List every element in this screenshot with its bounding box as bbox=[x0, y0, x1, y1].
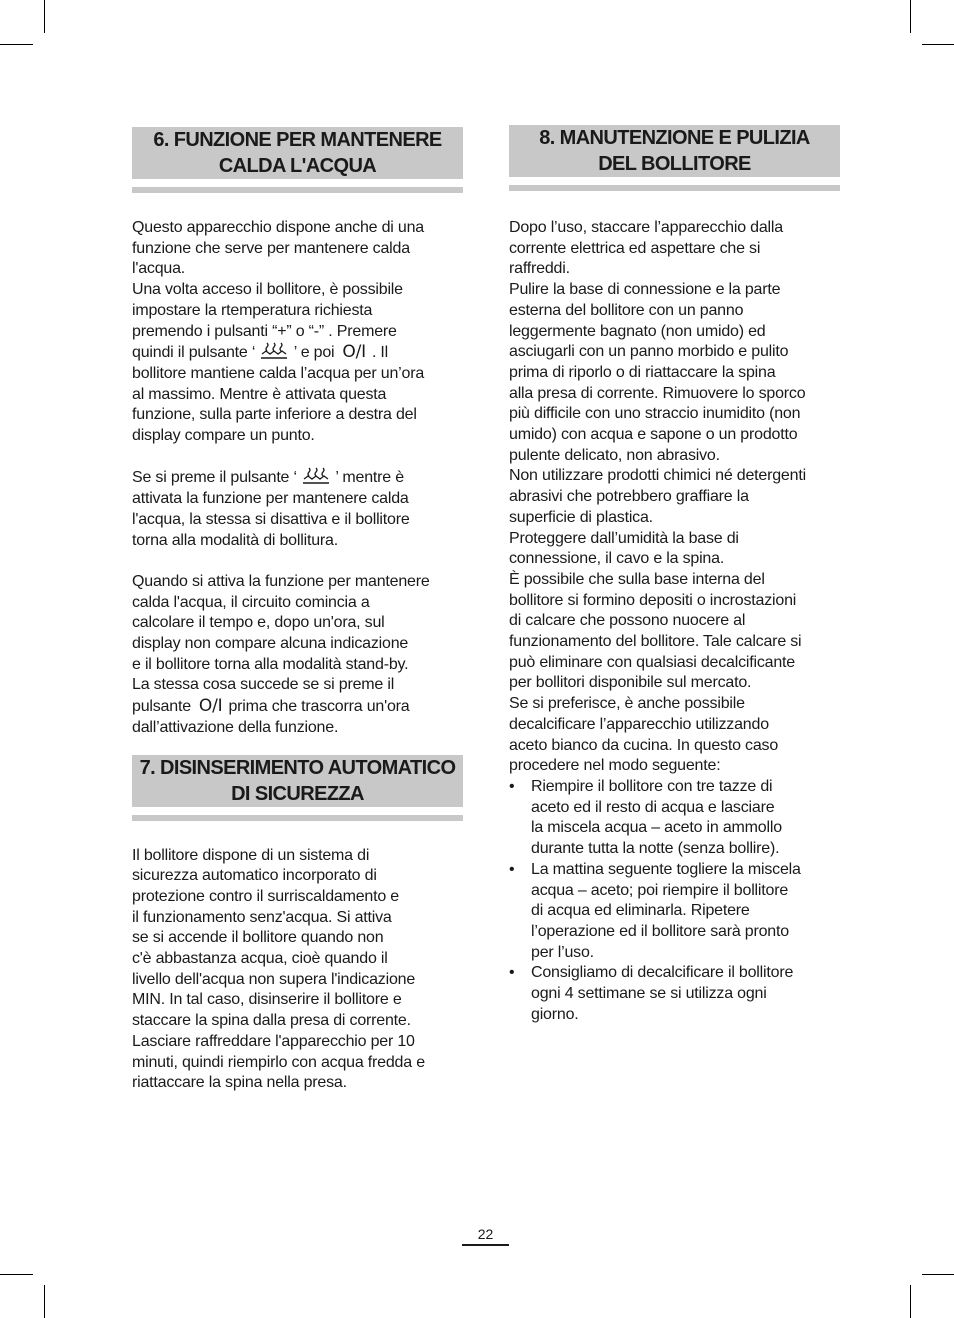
text-fragment: pulsante bbox=[132, 698, 191, 716]
keep-warm-icon bbox=[259, 342, 289, 360]
text-fragment: . Il bbox=[371, 344, 389, 362]
list-item bbox=[509, 963, 840, 1025]
text-line: umido) con acqua e sapone o un prodotto bbox=[509, 426, 798, 444]
section-8-heading bbox=[509, 125, 840, 177]
crop-mark bbox=[44, 0, 45, 33]
heading-rule bbox=[132, 187, 463, 193]
crop-mark bbox=[0, 1274, 33, 1275]
text-line: Dopo l’uso, staccare l’apparecchio dalla bbox=[509, 219, 783, 236]
page-number: 22 bbox=[462, 1226, 509, 1246]
text-line: È possibile che sulla base interna del bbox=[509, 570, 765, 588]
bullet-list bbox=[509, 777, 840, 1025]
text-line: al massimo. Mentre è attivata questa bbox=[132, 385, 387, 403]
text-line: calcolare il tempo e, dopo un'ora, sul bbox=[132, 614, 385, 632]
section-8-body bbox=[509, 218, 840, 1025]
crop-mark bbox=[922, 1274, 954, 1275]
crop-mark bbox=[0, 44, 33, 45]
heading-line: 6. FUNZIONE PER MANTENERE bbox=[153, 129, 442, 151]
heading-rule bbox=[132, 815, 463, 821]
text-line: Il bollitore dispone di un sistema di bbox=[132, 846, 370, 864]
text-line: raffreddi. bbox=[509, 260, 570, 278]
text-line: l’operazione ed il bollitore sarà pronto bbox=[531, 922, 789, 940]
text-line: per bollitori disponibile sul mercato. bbox=[509, 674, 752, 692]
text-line: premendo i pulsanti “+” o “-” . Premere bbox=[132, 322, 397, 340]
crop-mark bbox=[910, 1285, 911, 1318]
heading-line: CALDA L'ACQUA bbox=[218, 155, 377, 177]
crop-mark bbox=[910, 0, 911, 33]
paragraph bbox=[132, 572, 463, 739]
text-line: c'è abbastanza acqua, cioè quando il bbox=[132, 950, 388, 968]
text-line: se si accende il bollitore quando non bbox=[132, 929, 384, 947]
paragraph bbox=[132, 846, 463, 1094]
section-7-body bbox=[132, 846, 463, 1094]
text-line: per l’uso. bbox=[531, 943, 594, 961]
heading-line: DEL BOLLITORE bbox=[598, 153, 751, 175]
text-fragment: ’ mentre è bbox=[335, 469, 404, 487]
heading-line: 8. MANUTENZIONE E PULIZIA bbox=[539, 127, 810, 149]
keep-warm-icon bbox=[301, 467, 331, 485]
bullet-icon: • bbox=[509, 964, 515, 982]
text-line: Riempire il bollitore con tre tazze di bbox=[531, 777, 773, 795]
text-line: Consigliamo di decalcificare il bollitore bbox=[531, 964, 794, 982]
text-line: sicurezza automatico incorporato di bbox=[132, 867, 377, 885]
right-column bbox=[509, 125, 840, 1025]
text-line: durante tutta la notte (senza bollire). bbox=[531, 840, 780, 858]
text-fragment: ’ e poi bbox=[293, 344, 335, 362]
text-line: calda l'acqua, il circuito comincia a bbox=[132, 593, 370, 611]
left-column bbox=[132, 127, 463, 1094]
text-line: torna alla modalità di bollitura. bbox=[132, 531, 338, 549]
paragraph bbox=[132, 218, 463, 447]
bullet-icon: • bbox=[509, 777, 515, 795]
section-6-heading bbox=[132, 127, 463, 179]
text-line: staccare la spina dalla presa di corrente. bbox=[132, 1012, 411, 1030]
text-line: procedere nel modo seguente: bbox=[509, 757, 721, 775]
text-line: aceto ed il resto di acqua e lasciare bbox=[531, 798, 775, 816]
bullet-icon: • bbox=[509, 860, 515, 878]
list-item bbox=[509, 860, 840, 964]
text-line: giorno. bbox=[531, 1005, 579, 1023]
text-line: Pulire la base di connessione e la parte bbox=[509, 281, 781, 299]
text-line: acqua – aceto; poi riempire il bollitore bbox=[531, 881, 789, 899]
text-line: superficie di plastica. bbox=[509, 508, 653, 526]
crop-mark bbox=[922, 44, 954, 45]
text-fragment: Se si preme il pulsante ‘ bbox=[132, 469, 297, 487]
section-6-body bbox=[132, 218, 463, 739]
text-line: di calcare che possono nuocere al bbox=[509, 612, 746, 630]
paragraph bbox=[509, 218, 840, 777]
text-line: l'acqua. bbox=[132, 260, 186, 278]
text-line: connessione, il cavo e la spina. bbox=[509, 550, 725, 568]
text-line: decalcificare l’apparecchio utilizzando bbox=[509, 715, 769, 733]
power-icon: O/I bbox=[198, 696, 223, 717]
text-line: bollitore mantiene calda l’acqua per un’ora bbox=[132, 364, 425, 382]
text-line: MIN. In tal caso, disinserire il bollitore e bbox=[132, 991, 402, 1009]
list-item bbox=[509, 777, 840, 860]
text-line: ogni 4 settimane se si utilizza ogni bbox=[531, 985, 767, 1003]
text-line: protezione contro il surriscaldamento e bbox=[132, 887, 400, 905]
text-line: l'acqua, la stessa si disattiva e il bollitore bbox=[132, 510, 410, 528]
text-line: Lasciare raffreddare l'apparecchio per 10 bbox=[132, 1032, 415, 1050]
text-line: funzione, sulla parte inferiore a destra del bbox=[132, 406, 417, 424]
text-line: aceto bianco da cucina. In questo caso bbox=[509, 736, 779, 754]
text-line: e il bollitore torna alla modalità stand-by. bbox=[132, 655, 409, 673]
text-line: Quando si attiva la funzione per mantenere bbox=[132, 572, 430, 590]
text-line: il funzionamento senz'acqua. Si attiva bbox=[132, 908, 392, 926]
text-line: La mattina seguente togliere la miscela bbox=[531, 860, 801, 878]
paragraph bbox=[132, 467, 463, 551]
text-line: funzionamento del bollitore. Tale calcare si bbox=[509, 633, 802, 651]
text-line: Una volta acceso il bollitore, è possibile bbox=[132, 281, 403, 299]
crop-mark bbox=[44, 1285, 45, 1318]
text-line: può eliminare con qualsiasi decalcificante bbox=[509, 653, 795, 671]
text-line: dall’attivazione della funzione. bbox=[132, 718, 339, 736]
heading-line: 7. DISINSERIMENTO AUTOMATICO bbox=[139, 756, 456, 779]
text-line: prima di riporlo o di riattaccare la spina bbox=[509, 363, 776, 381]
text-line: attivata la funzione per mantenere calda bbox=[132, 490, 409, 508]
text-line: impostare la rtemperatura richiesta bbox=[132, 301, 373, 319]
text-line: Questo apparecchio dispone anche di una bbox=[132, 219, 424, 236]
text-line: pulente delicato, non abrasivo. bbox=[509, 446, 720, 464]
text-line: asciugarli con un panno morbido e pulito bbox=[509, 343, 789, 361]
text-fragment: prima che trascorra un'ora bbox=[228, 698, 410, 716]
text-line: corrente elettrica ed aspettare che si bbox=[509, 239, 761, 257]
text-fragment: quindi il pulsante ‘ bbox=[132, 344, 256, 362]
text-line: display non compare alcuna indicazione bbox=[132, 635, 409, 653]
text-line: bollitore si formino depositi o incrostazioni bbox=[509, 591, 797, 609]
text-line: minuti, quindi riempirlo con acqua fredda e bbox=[132, 1053, 425, 1071]
text-line: display compare un punto. bbox=[132, 427, 315, 445]
text-line: riattaccare la spina nella presa. bbox=[132, 1074, 347, 1092]
text-line: più difficile con uno straccio inumidito (non bbox=[509, 405, 801, 423]
text-line: la miscela acqua – aceto in ammollo bbox=[531, 819, 782, 837]
text-line: leggermente bagnato (non umido) ed bbox=[509, 322, 766, 340]
power-icon: O/I bbox=[342, 342, 366, 363]
text-line: alla presa di corrente. Rimuovere lo sporco bbox=[509, 384, 806, 402]
heading-rule bbox=[509, 185, 840, 191]
text-line: di acqua ed eliminarla. Ripetere bbox=[531, 902, 750, 920]
text-line: livello dell'acqua non supera l'indicazione bbox=[132, 970, 416, 988]
text-line: Proteggere dall’umidità la base di bbox=[509, 529, 739, 547]
heading-line: DI SICUREZZA bbox=[231, 782, 364, 805]
text-line: Non utilizzare prodotti chimici né detergenti bbox=[509, 467, 806, 485]
text-line: Se si preferisce, è anche possibile bbox=[509, 695, 745, 713]
text-line: La stessa cosa succede se si preme il bbox=[132, 676, 395, 694]
text-line: esterna del bollitore con un panno bbox=[509, 301, 744, 319]
section-7-heading bbox=[132, 755, 463, 807]
text-line: funzione che serve per mantenere calda bbox=[132, 239, 410, 257]
text-line: abrasivi che potrebbero graffiare la bbox=[509, 488, 749, 506]
